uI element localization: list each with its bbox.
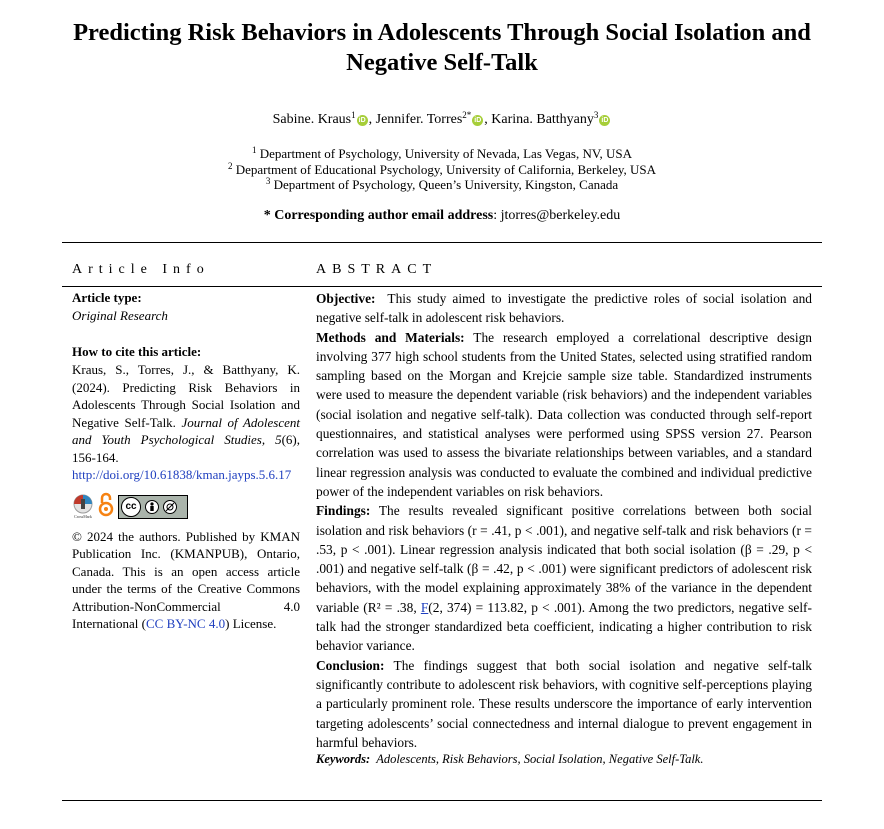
abstract-conclusion: Conclusion: The findings suggest that both social isolation and negative self-talk significantly contribute to adolescent risk behaviors, with cognitive self-perceptions playing a particularly prominent role. These results underscore the importance of early intervention targeting adolescents’ social connectedness and internal dialogue to prevent engagement in harmful behaviors. xyxy=(316,657,812,750)
author-sep: , xyxy=(484,112,492,127)
abstract-methods: Methods and Materials: The research employed a correlational descriptive design involving 377 high school students from the United States, selected using stratified random sampling based on the Morgan and Krejcie sample size table. Standardized instruments were used to measure the dependent variable (risk behaviors) and the independent variables (social isolation and negative self-talk). Data collection was conducted through self-report questionnaires, and statistical analyses were performed using SPSS version 27. Pearson correlation was used to assess the bivariate relationships between variables, and a standard linear regression analysis was conducted to evaluate the combined and individual predictive power of the independent variables on risk behaviors. xyxy=(316,329,812,499)
affiliation-line: $^2$ Department of Educational Psychology, University of California, Berkeley, USA xyxy=(227,160,657,177)
crossmark-icon[interactable] xyxy=(72,494,94,520)
noncommercial-icon xyxy=(163,500,177,514)
author-sup: 2* xyxy=(462,110,472,120)
author-sup: 1 xyxy=(351,110,356,120)
author-name: Karina. Batthyany xyxy=(491,112,594,127)
citation: Kraus, S., Torres, J., & Batthyany, K. (2024). Predicting Risk Behaviors in Adolescents Through Social Isolation and Negative Self-Talk. Journal of Adolescent and Youth Psychological Studies, 5(6), 156-164. http://doi.org/10.61838/kman.jayps.5.6.17 xyxy=(72,362,301,482)
cc-icon: cc xyxy=(121,497,141,517)
orcid-icon[interactable]: iD xyxy=(358,117,366,124)
orcid-icon[interactable]: iD xyxy=(474,117,482,124)
abstract-body xyxy=(316,289,812,767)
divider xyxy=(62,800,822,801)
open-access-icon xyxy=(98,491,114,522)
abstract-findings: Findings: The results revealed significant positive correlations between both social isolation and risk behaviors (r = .41, p < .001), and negative self-talk and risk behaviors (r = .53, p < .001). Linear regression analysis indicated that both social isolation (β = .29, p < .001) and negative self-talk (β = .42, p < .001) were significant predictors of adolescent risk behaviors, with the model explaining approximately 38% of the variance in the dependent variable (R² = .38, F(2, 374) = 113.82, p < .001). Among the two predictors, negative self-talk had the stronger standardized beta coefficient, indicating a higher contribution to risk behavior variance. xyxy=(316,503,812,654)
author-name: Jennifer. Torres xyxy=(375,112,463,127)
corresponding-label: * Corresponding author email address xyxy=(263,208,494,223)
affiliation-line: $^3$ Department of Psychology, Queen’s University, Kingston, Canada xyxy=(265,176,619,192)
paper-title: Predicting Risk Behaviors in Adolescents Through Social Isolation and Negative Self-Talk xyxy=(73,19,811,76)
article-type-label: Article type: xyxy=(72,290,142,305)
license-badges xyxy=(72,492,300,522)
author-sup: 3 xyxy=(593,110,599,120)
corresponding-author: * Corresponding author email address: jtorres@berkeley.edu xyxy=(263,208,621,223)
article-info-header: Article Info xyxy=(72,262,210,277)
divider xyxy=(62,286,822,287)
corresponding-email[interactable]: jtorres@berkeley.edu xyxy=(500,208,621,223)
article-info-panel xyxy=(72,289,300,633)
cite-label: How to cite this article: xyxy=(72,344,202,359)
affiliation-line: $^1$ Department of Psychology, University of Nevada, Las Vegas, NV, USA xyxy=(251,145,633,161)
divider xyxy=(62,242,822,243)
affiliations xyxy=(0,146,884,193)
doi-link[interactable]: http://doi.org/10.61838/kman.jayps.5.6.17 xyxy=(72,467,292,482)
author-list xyxy=(0,112,884,128)
article-type-value: Original Research xyxy=(72,308,168,323)
orcid-icon[interactable]: iD xyxy=(601,117,609,124)
abstract-header: ABSTRACT xyxy=(316,262,438,277)
svg-text:CrossMark: CrossMark xyxy=(74,513,92,519)
license-link[interactable]: CC BY-NC 4.0 xyxy=(146,616,226,631)
license-text: © 2024 the authors. Published by KMAN Publication Inc. (KMANPUB), Ontario, Canada. This is an open access article under the terms of the Creative Commons Attribution-NonCommercial 4.0 International (CC BY-NC 4.0) License. xyxy=(72,528,300,631)
abstract-objective: Objective: This study aimed to investigate the predictive roles of social isolation and negative self-talk in adolescent risk behaviors. xyxy=(316,291,812,326)
person-icon xyxy=(145,500,159,514)
cc-by-nc-badge[interactable] xyxy=(118,495,188,519)
author-name: Sabine. Kraus xyxy=(272,112,352,127)
author-sep: , xyxy=(368,112,376,127)
abstract-keywords: Keywords: Adolescents, Risk Behaviors, Social Isolation, Negative Self-Talk. xyxy=(316,752,704,767)
